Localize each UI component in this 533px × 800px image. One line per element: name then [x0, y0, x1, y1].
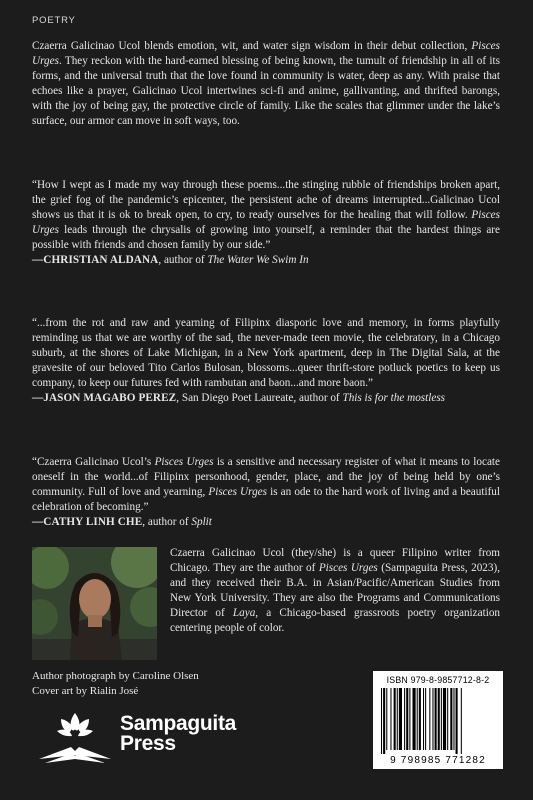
blurb-quote-1: [32, 178, 500, 269]
quote-text-rest: is an ode to the hard work of living and a beautiful celebration of becoming.”: [32, 486, 500, 514]
description-text: Czaerra Galicinao Ucol blends emotion, wit, and water sign wisdom in their debut collection,: [32, 40, 472, 52]
isbn-label: ISBN 979-8-9857712-8-2: [386, 675, 490, 685]
publisher-name-line2: Press: [120, 732, 176, 755]
barcode-bar: [453, 688, 454, 750]
barcode-bar: [443, 688, 446, 750]
bio-text-rest: , a Chicago-based grassroots poetry organization centering people of color.: [170, 607, 501, 635]
barcode-bar: [441, 688, 442, 750]
quote-author-book: The Water We Swim In: [207, 254, 309, 267]
barcode-bar: [381, 688, 382, 754]
quote-author-book: Split: [191, 516, 212, 529]
barcode-bar: [419, 688, 421, 750]
sampaguita-flower-logo-icon: [35, 707, 115, 767]
quote-credit: , author of: [142, 516, 192, 529]
author-photo-image: [32, 547, 157, 660]
quote-author: —CATHY LINH CHE: [32, 516, 143, 529]
barcode-bar: [397, 688, 398, 750]
barcode-bar: [404, 688, 405, 750]
description-text-rest: . They reckon with the hard-earned blessing of being known, the tumult of friendship in all of its forms, and the universal truth that the love found in community is water, deep as any. With praise that echoes like a prayer, Galicinao Ucol intertwines sci-fi and anime, gallivanting, and thrifted barongs, with the joy of being gay, the protective circle of family. Like the scales that glimmer under the lake’s surface, our armor can move in soft ways, too.: [32, 55, 500, 128]
barcode-bar: [394, 688, 396, 750]
quote-text: “Czaerra Galicinao Ucol’s: [32, 456, 155, 468]
quote-text-mid: is a sensitive and necessary register of what it means to locate oneself in the world...of Filipinx personhood, gender, place, and the joy of being held by one’s community. Full of love and yearning,: [32, 456, 500, 499]
barcode-bar: [423, 688, 424, 750]
barcode-bar: [399, 688, 402, 750]
author-photo: [32, 547, 157, 660]
bio-org-name: Laya: [232, 607, 256, 620]
quote-book-title: Pisces Urges: [32, 209, 500, 237]
quote-text: “...from the rot and raw and yearning of Filipinx diasporic love and memory, in forms playfully reminding us that we are worthy of the sad, the never-made teen movie, the celebratory, in a Chicago suburb, at the shores of Lake Michigan, in a New York apartment, deep in The Digital Sala, at the gravesite of our beloved Tito Carlos Bulosan, blossoms...queer thrift-store potluck poetics to keep us company, to keep our futures fed with rambutan and baon...and more baon.”: [32, 317, 500, 390]
barcode-bar: [390, 688, 391, 750]
image-credits: [32, 669, 199, 699]
bio-text: Czaerra Galicinao Ucol (they/she) is a queer Filipino writer from Chicago. They are the author of: [170, 547, 500, 575]
quote-credit: , San Diego Poet Laureate, author of: [176, 392, 343, 405]
barcode-bar: [447, 688, 448, 750]
barcode-digits: 9 798985 771282: [390, 755, 486, 766]
quote-book-title-2: Pisces Urges: [208, 486, 267, 499]
quote-book-title: Pisces Urges: [154, 456, 214, 468]
barcode-bar: [461, 688, 462, 754]
category-label: POETRY: [32, 15, 76, 26]
cover-art-credit: Cover art by Rialin José: [32, 685, 139, 697]
barcode-bar: [406, 688, 408, 750]
quote-author: —JASON MAGABO PEREZ: [32, 392, 177, 405]
bio-book-title: Pisces Urges: [318, 562, 378, 575]
barcode-icon: [379, 688, 497, 754]
quote-text: “How I wept as I made my way through these poems...the stinging rubble of friendships broken apart, the grief fog of the pandemic’s epicenter, the persistent ache of dreams interrupted...Galicinao Ucol shows us that it is ok to break open, to cry, to ready ourselves for the healing that will follow.: [32, 179, 500, 222]
barcode-bar: [386, 688, 387, 750]
book-description: [32, 39, 500, 130]
quote-author-book: This is for the mostless: [342, 392, 446, 405]
description-book-title: Pisces Urges: [32, 40, 500, 68]
quote-attribution: [32, 391, 500, 406]
barcode-bar: [429, 688, 430, 750]
quote-author: —CHRISTIAN ALDANA: [32, 254, 159, 267]
blurb-quote-2: [32, 316, 500, 407]
photo-credit: Author photograph by Caroline Olsen: [32, 670, 199, 682]
quote-credit: , author of: [158, 254, 208, 267]
barcode-bar: [456, 688, 458, 754]
author-bio: [170, 546, 500, 637]
isbn-barcode-box: [373, 671, 503, 769]
barcode-bar: [438, 688, 440, 750]
bio-text-mid: (Sampaguita Press, 2023), and they received their B.A. in Asian/Pacific/American Studies from New York University. They are also the Programs and Communications Director of: [170, 562, 500, 620]
barcode-bar: [435, 688, 437, 750]
barcode-bar: [413, 688, 416, 750]
quote-attribution: [32, 515, 500, 530]
barcode-bar: [432, 688, 433, 750]
barcode-bar: [417, 688, 418, 750]
barcode-bar: [425, 688, 426, 750]
publisher-name-line1: Sampaguita: [120, 712, 237, 735]
quote-attribution: [32, 253, 500, 268]
barcode-bar: [383, 688, 385, 754]
barcode-bar: [450, 688, 452, 750]
publisher-logo-text: [120, 714, 236, 754]
quote-text-rest: leads through the chrysalis of growing into yourself, a reminder that the hardest things are possible with friends and chosen family by our side.”: [32, 224, 500, 252]
barcode-bar: [409, 688, 410, 750]
blurb-quote-3: [32, 455, 500, 530]
